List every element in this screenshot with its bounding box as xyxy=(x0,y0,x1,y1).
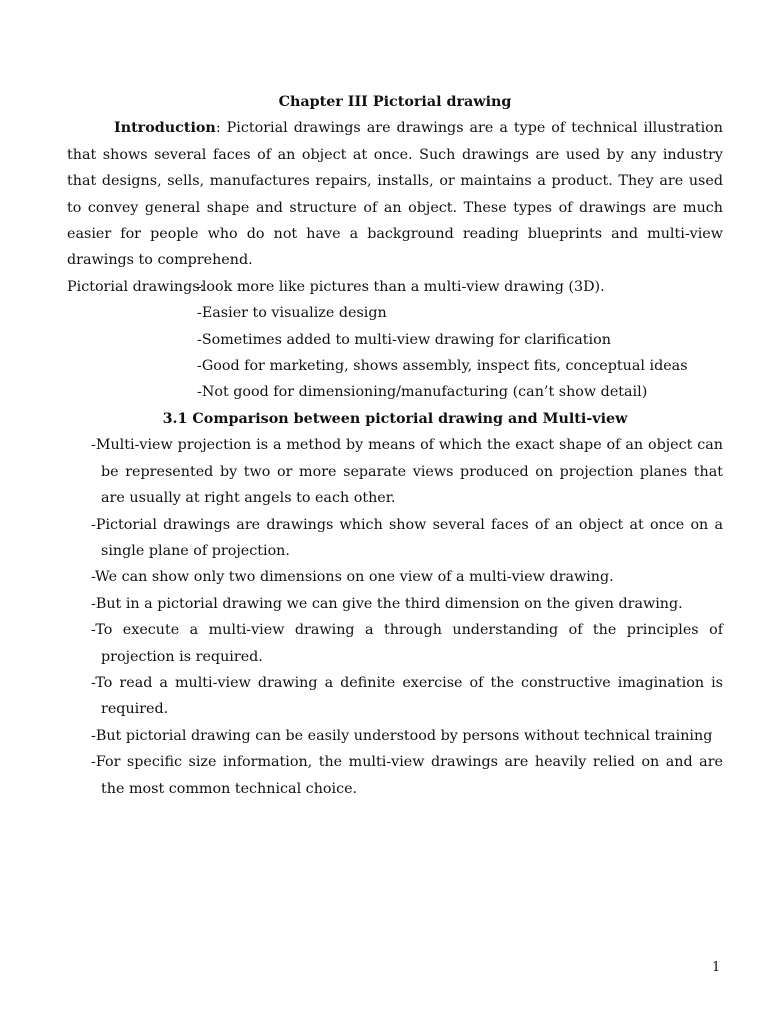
chapter-title: Chapter III Pictorial drawing xyxy=(278,94,512,110)
comparison-item: -For specific size information, the multi-view drawings are heavily relied on and are the most common technical choice. xyxy=(91,754,723,797)
pictorial-drawings-label: Pictorial drawings: xyxy=(67,278,205,295)
pictorial-drawings-item: -Sometimes added to multi-view drawing for clarification xyxy=(197,331,611,348)
pictorial-drawings-item: -Not good for dimensioning/manufacturing (can’t show detail) xyxy=(197,384,648,401)
comparison-item: -We can show only two dimensions on one view of a multi-view drawing. xyxy=(91,569,614,586)
comparison-item: -Pictorial drawings are drawings which show several faces of an object at once on a single plane of projection. xyxy=(91,516,723,559)
pictorial-drawings-list xyxy=(67,274,723,406)
pictorial-drawings-item: -Easier to visualize design xyxy=(197,305,387,322)
comparison-item: -To execute a multi-view drawing a through understanding of the principles of projection is required. xyxy=(91,622,723,665)
comparison-item: -But pictorial drawing can be easily understood by persons without technical training xyxy=(91,727,713,744)
introduction-text: : Pictorial drawings are drawings are a type of technical illustration that shows several faces of an object at once. Such drawings are used by any industry that designs, sells, manufactures repairs, installs, or maintains a product. They are used to convey general shape and structure of an object. These types of drawings are much easier for people who do not have a background reading blueprints and multi-view drawings to comprehend. xyxy=(67,120,723,269)
comparison-list xyxy=(67,432,723,802)
page-content xyxy=(67,89,723,802)
pictorial-drawings-item: -Good for marketing, shows assembly, inspect fits, conceptual ideas xyxy=(197,358,688,375)
pictorial-drawings-first-row xyxy=(67,274,723,300)
introduction-lead: Introduction xyxy=(114,120,216,137)
page-number: 1 xyxy=(712,960,721,975)
introduction-paragraph xyxy=(67,115,723,273)
section-heading: 3.1 Comparison between pictorial drawing and Multi-view xyxy=(162,410,628,427)
comparison-item: -But in a pictorial drawing we can give the third dimension on the given drawing. xyxy=(91,595,683,612)
comparison-item: -To read a multi-view drawing a definite exercise of the constructive imagination is required. xyxy=(91,674,723,718)
pictorial-drawings-item: -look more like pictures than a multi-view drawing (3D). xyxy=(197,278,605,295)
comparison-item: -Multi-view projection is a method by means of which the exact shape of an object can be represented by two or more separate views produced on projection planes that are usually at right angels to each other. xyxy=(91,437,723,507)
